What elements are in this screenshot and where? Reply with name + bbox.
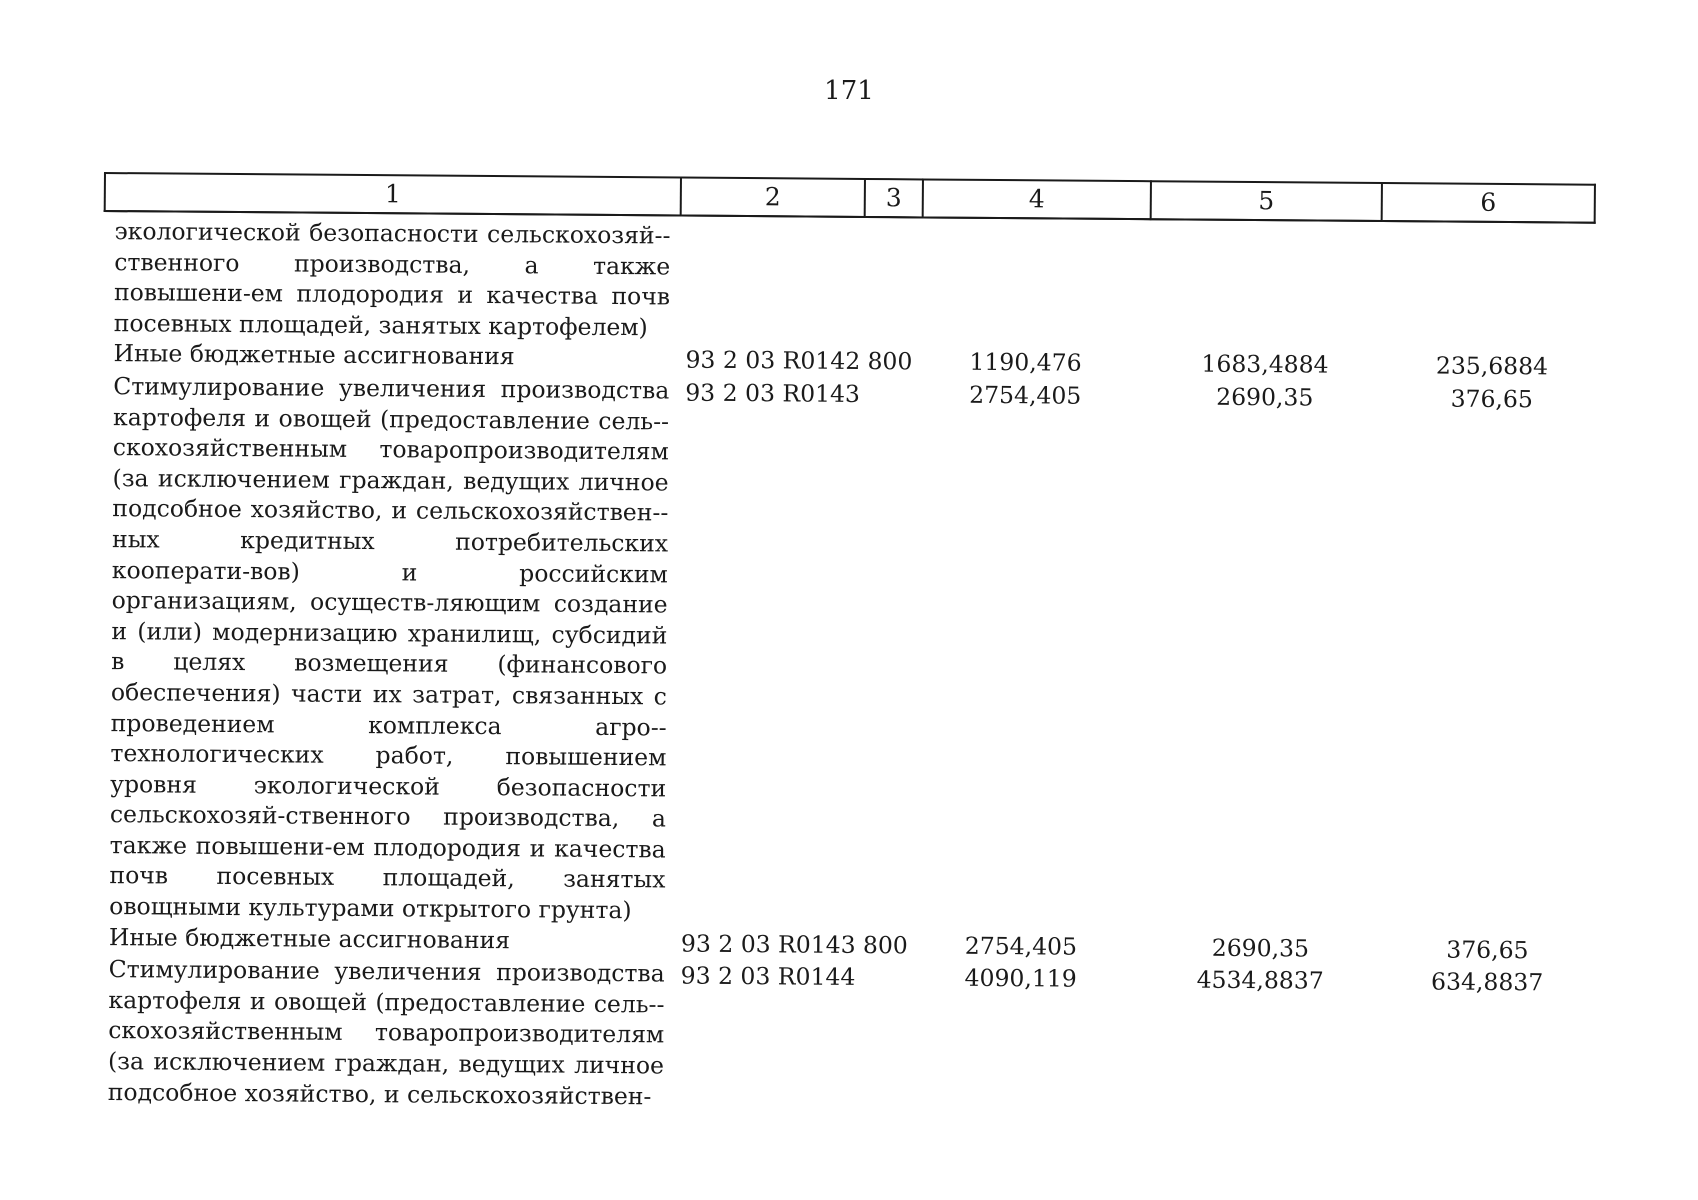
header-col-2: 2 (681, 178, 865, 217)
row-value-col4: 2754,405 (969, 380, 1082, 410)
budget-table (97, 172, 1596, 1119)
row-expense-type: 800 (862, 930, 908, 959)
row-value-col6 (1381, 221, 1595, 350)
row-description: Стимулирование увеличения производства картофеля и овощей (предоставление сель-скохозяйственным товаропроизводителям (за исключением граждан, ведущих личное подсобное хозяйство, и сельскохозяйствен- (107, 955, 665, 1110)
row-value-col5: 2690,35 (1216, 382, 1314, 412)
row-code (680, 216, 865, 345)
table-row (99, 371, 1593, 933)
row-value-col6: 235,6884 (1435, 351, 1549, 381)
row-description: Стимулирование увеличения производства картофеля и овощей (предоставление сель-скохозяйственным товаропроизводителям (за исключением граждан, ведущих личное подсобное хозяйство, и сельскохозяйствен-ных кредитных потребительских кооперати-вов) и российским организациям, осуществ-ляющим создание и (или) модернизацию хранилищ, субсидий в целях возмещения (финансового обеспечения) части их затрат, связанных с проведением комплекса агро-технологических работ, повышением уровня экологической безопасности сельскохозяй-ственного производства, а также повышени-ем плодородия и качества почв посевных площадей, занятых овощными культурами открытого грунта) (109, 372, 670, 925)
table-row (104, 211, 1595, 350)
header-col-5: 5 (1151, 181, 1382, 221)
table-row (98, 954, 1589, 1119)
row-description: экологической безопасности сельскохозяй-ственного производства, а также повышени-ем плодородия и качества почв посевных площадей, занятых картофелем) (113, 217, 671, 342)
row-expense-type (864, 217, 923, 345)
header-col-1: 1 (105, 173, 681, 216)
table-body (98, 211, 1595, 1119)
row-value-col6: 376,65 (1450, 384, 1533, 414)
row-value-col5 (1150, 219, 1382, 348)
row-code: 93 2 03 R0142 (685, 345, 861, 376)
header-col-4: 4 (923, 179, 1151, 219)
row-description: Иные бюджетные ассигнования (108, 922, 511, 954)
budget-table-wrapper (104, 172, 1594, 1110)
row-value-col4 (922, 217, 1151, 346)
row-description: Иные бюджетные ассигнования (113, 339, 515, 371)
row-code: 93 2 03 R0143 (680, 929, 856, 959)
row-value-col4: 4090,119 (964, 964, 1077, 993)
header-col-6: 6 (1382, 183, 1595, 223)
row-value-col5: 1683,4884 (1201, 350, 1329, 379)
row-expense-type (858, 960, 917, 1113)
row-expense-type: 800 (867, 347, 913, 376)
row-value-col5: 2690,35 (1211, 933, 1310, 963)
row-value-col6: 634,8837 (1430, 967, 1544, 997)
page-number: 171 (824, 76, 874, 106)
row-code: 93 2 03 R0143 (685, 378, 861, 408)
row-value-col5: 4534,8837 (1196, 965, 1324, 995)
row-value-col4: 2754,405 (964, 931, 1078, 961)
row-code: 93 2 03 R0144 (680, 961, 856, 992)
header-col-3: 3 (865, 179, 923, 217)
row-expense-type (859, 377, 921, 928)
row-value-col6: 376,65 (1446, 935, 1529, 964)
row-value-col4: 1190,476 (969, 348, 1082, 378)
